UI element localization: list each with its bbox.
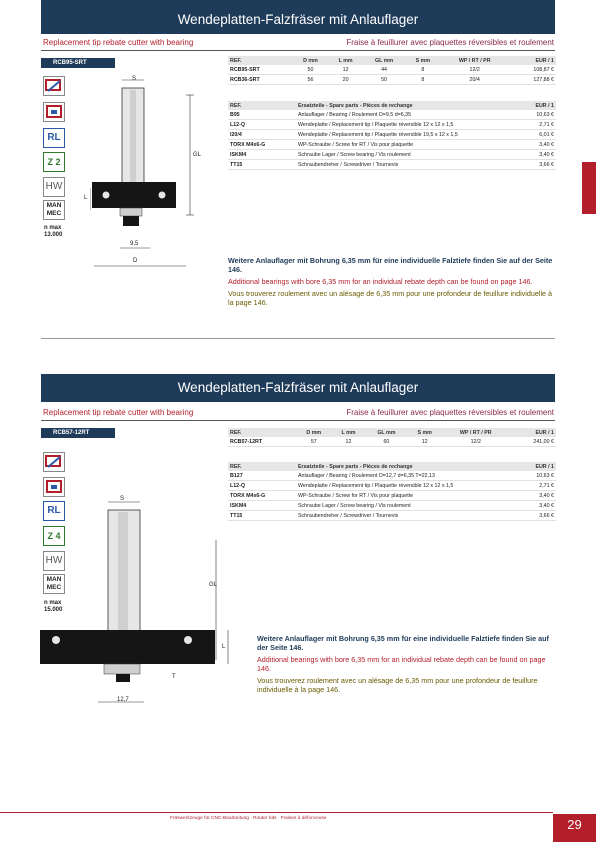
- col-eur: EUR / 1: [535, 463, 554, 470]
- hardmetal-icon: HW: [43, 551, 65, 571]
- table-row: RCB36-SRT 56 20 50 8 20/4 127,88 €: [230, 76, 554, 83]
- col-s: S mm: [415, 57, 431, 64]
- hardmetal-icon: HW: [43, 177, 65, 197]
- page-number: 29: [553, 814, 596, 842]
- cutter-type-icon: [43, 452, 65, 472]
- dim-gl-label: GL: [193, 152, 202, 158]
- col-eur: EUR / 1: [535, 57, 554, 64]
- footer-text: Fräswerkzeuge für CNC-Bearbeitung · Router bits · Fraises à défonceuse: [170, 816, 327, 821]
- col-eur: EUR / 1: [535, 102, 554, 109]
- col-wp: WP / RT / PR: [458, 57, 491, 64]
- table-row: B127 Anlauflager / Bearing / Roulement D=12,7 d=6,35 T=22,13 10,63 €: [230, 472, 554, 479]
- section1-notes: [228, 256, 554, 307]
- section2-subtitle-en: Replacement tip rebate cutter with bearing: [43, 408, 194, 417]
- note-fr: Vous trouverez roulement avec un alésage de 6,35 mm pour une profondeur de feuillure individuelle à la page 146.: [228, 289, 553, 307]
- col-l: L mm: [341, 429, 356, 436]
- col-wp: WP / RT / PR: [459, 429, 492, 436]
- section2-title: Wendeplatten-Falzfräser mit Anlauflager: [41, 374, 555, 402]
- dim-l-label: L: [222, 644, 226, 650]
- section1-product-table: [228, 56, 556, 85]
- section1-drawing: [90, 70, 210, 270]
- rotation-rl-icon: RL: [43, 501, 65, 521]
- table-row: TT15 Schraubendreher / Screwdriver / Tournevis 3,66 €: [230, 512, 554, 519]
- section2-drawing: [38, 490, 238, 715]
- table-row: I20/4 Wendeplatte / Replacement tip / Plaquette réversible 19,5 x 12 x 1,5 6,01 €: [230, 131, 554, 138]
- col-gl: GL mm: [374, 57, 394, 64]
- table-row: RCB57-12RT 57 12 60 12 12/2 241,00 €: [230, 438, 554, 445]
- rebate-type-icon: [43, 102, 65, 122]
- section2-subtitle-fr: Fraise à feuillurer avec plaquettes réversibles et roulement: [346, 408, 554, 417]
- section2-divider: [41, 420, 555, 421]
- table-row: TORX M4x6-G WP-Schraube / Screw for RT / Vis pour plaquette 3,40 €: [230, 492, 554, 499]
- table-row: L12-Q Wendeplatte / Replacement tip / Plaquette réversible 12 x 12 x 1,5 2,71 €: [230, 121, 554, 128]
- dim-d-label: D: [133, 258, 138, 264]
- note-fr: Vous trouverez roulement avec un alésage de 6,35 mm pour une profondeur de feuillure individuelle à la page 146.: [257, 676, 538, 694]
- section2-product-table: [228, 428, 556, 447]
- feed-manual-icon: MAN MEC: [43, 574, 65, 594]
- table-row: ISKM4 Schraube Lager / Screw bearing / Vis roulement 3,40 €: [230, 502, 554, 509]
- col-d: D mm: [303, 57, 318, 64]
- section1-divider: [41, 50, 555, 51]
- table-row: TORX M4x6-G WP-Schraube / Screw for RT / Vis pour plaquette 3,40 €: [230, 141, 554, 148]
- section1-title: Wendeplatten-Falzfräser mit Anlauflager: [41, 0, 555, 34]
- section2-notes: [257, 634, 554, 694]
- rpm-label: n max 13.000: [44, 225, 63, 238]
- note-en: Additional bearings with bore 6,35 mm for an individual rebate depth can be found on page 146.: [228, 277, 533, 286]
- section1-subtitle-fr: Fraise à feuillurer avec plaquettes réversibles et roulement: [346, 38, 554, 47]
- col-s: S mm: [417, 429, 432, 436]
- col-ref: REF.: [230, 429, 242, 436]
- col-ref: REF.: [230, 463, 242, 470]
- col-ref: REF.: [230, 57, 242, 64]
- table-row: TT15 Schraubendreher / Screwdriver / Tournevis 3,66 €: [230, 161, 554, 168]
- section2-parts-table: [228, 462, 556, 521]
- section1-subtitle-en: Replacement tip rebate cutter with bearing: [43, 38, 194, 47]
- dim-gl-label: GL: [209, 582, 218, 588]
- section2-ref-badge: RCB57-12RT: [41, 428, 115, 438]
- col-desc: Ersatzteile - Spare parts - Pièces de rechange: [298, 463, 413, 470]
- table-row: RCB95-SRT 50 12 44 8 12/2 108,87 €: [230, 66, 554, 73]
- table-row: ISKM4 Schraube Lager / Screw bearing / Vis roulement 3,40 €: [230, 151, 554, 158]
- section1-bottom-rule: [41, 338, 555, 339]
- col-d: D mm: [306, 429, 322, 436]
- col-eur: EUR / 1: [535, 429, 554, 436]
- feed-manual-icon: MAN MEC: [43, 200, 65, 220]
- dim-l-label: L: [84, 195, 88, 201]
- col-desc: Ersatzteile - Spare parts - Pièces de rechange: [298, 102, 413, 109]
- chapter-tab: [582, 162, 596, 214]
- table-row: L12-Q Wendeplatte / Replacement tip / Plaquette réversible 12 x 12 x 1,5 2,71 €: [230, 482, 554, 489]
- col-gl: GL mm: [377, 429, 396, 436]
- dim-bore-label: 9,5: [130, 241, 139, 247]
- dim-s-label: S: [120, 496, 125, 502]
- col-ref: REF.: [230, 102, 242, 109]
- note-de: Weitere Anlauflager mit Bohrung 6,35 mm für eine individuelle Falztiefe finden Sie auf der Seite 146.: [257, 634, 549, 652]
- table-row: B95 Anlauflager / Bearing / Roulement D=9,5 d=6,35 10,63 €: [230, 111, 554, 118]
- dim-bore-label: 12,7: [117, 697, 129, 703]
- rpm-label: n max 15.000: [44, 600, 63, 613]
- note-de: Weitere Anlauflager mit Bohrung 6,35 mm für eine individuelle Falztiefe finden Sie auf der Seite 146.: [228, 256, 553, 274]
- footer-rule: [0, 812, 553, 813]
- dim-s-label: S: [132, 76, 137, 82]
- rotation-rl-icon: RL: [43, 128, 65, 148]
- teeth-count-icon: Z 4: [43, 526, 65, 546]
- dim-t-label: T: [172, 674, 176, 680]
- note-en: Additional bearings with bore 6,35 mm for an individual rebate depth can be found on page 146.: [257, 655, 546, 673]
- teeth-count-icon: Z 2: [43, 152, 65, 172]
- col-l: L mm: [338, 57, 353, 64]
- section1-parts-table: [228, 101, 556, 170]
- cutter-type-icon: [43, 76, 65, 96]
- section1-ref-badge: RCB95-SRT: [41, 58, 115, 68]
